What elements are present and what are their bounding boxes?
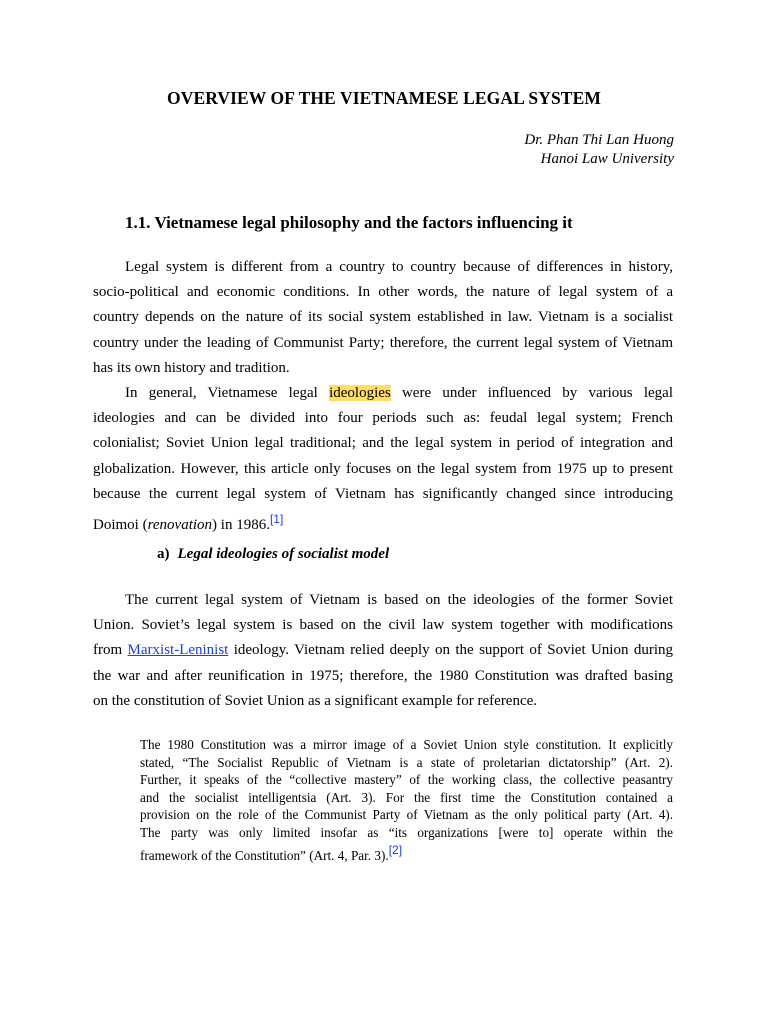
author-affiliation: Hanoi Law University <box>540 151 674 167</box>
paragraph-line: Legal system is different from a country to country because of differences in history, <box>125 259 673 275</box>
document-title: OVERVIEW OF THE VIETNAMESE LEGAL SYSTEM <box>167 88 601 108</box>
author-name: Dr. Phan Thi Lan Huong <box>524 132 674 148</box>
quote-line: and the socialist intelligentsia (Art. 3). For the first time the Constitution contained a <box>140 789 673 805</box>
paragraph-line: country under the leading of Communist Party; therefore, the current legal system of Vietnam <box>93 334 673 351</box>
text-run: were under influenced by various legal <box>390 385 673 401</box>
paragraph-line: on the constitution of Soviet Union as a significant example for reference. <box>93 692 538 709</box>
author-block <box>524 131 674 169</box>
footnote-ref-1[interactable]: [1] <box>269 512 284 527</box>
paragraph-line: The current legal system of Vietnam is based on the ideologies of the former Soviet <box>125 592 673 608</box>
text-run: In general, Vietnamese legal <box>125 385 330 401</box>
footnote-ref-2[interactable]: [2] <box>388 842 403 857</box>
block-quote <box>140 736 673 864</box>
highlighted-word: ideologies <box>329 385 391 401</box>
sub-heading-text: Legal ideologies of socialist model <box>177 546 390 562</box>
paragraph-line <box>93 507 673 538</box>
marxist-leninist-link[interactable]: Marxist-Leninist <box>127 642 229 659</box>
sub-heading-marker: a) <box>157 546 170 562</box>
italic-term: renovation <box>147 517 213 534</box>
paragraph-2 <box>93 381 673 538</box>
text-run: framework of the Constitution” (Art. 4, Par. 3). <box>140 847 389 863</box>
paragraph-line: socio-political and economic conditions. In other words, the nature of legal system of a <box>93 284 673 301</box>
text-run: ideology. Vietnam relied deeply on the support of Soviet Union during <box>228 642 673 659</box>
paragraph-line: colonialist; Soviet Union legal traditional; and the legal system in period of integration and <box>93 435 673 452</box>
text-run: ) in 1986. <box>212 517 270 534</box>
paragraph-1 <box>93 255 673 381</box>
paragraph-line <box>93 638 673 663</box>
text-run: from <box>93 642 128 659</box>
quote-line: stated, “The Socialist Republic of Vietnam is a state of proletarian dictatorship” (Art. 2). <box>140 754 673 770</box>
paragraph-line: because the current legal system of Vietnam has significantly changed since introducing <box>93 485 673 502</box>
quote-line: provision on the role of the Communist Party of Vietnam as the only political party (Art. 4). <box>140 807 673 823</box>
paragraph-line: Union. Soviet’s legal system is based on the civil law system together with modifications <box>93 617 673 634</box>
quote-line: Further, it speaks of the “collective mastery” of the working class, the collective peasantry <box>140 772 673 788</box>
paragraph-line <box>93 381 673 406</box>
section-heading: 1.1. Vietnamese legal philosophy and the factors influencing it <box>125 213 573 232</box>
sub-heading <box>157 546 389 563</box>
quote-line <box>140 842 673 865</box>
paragraph-line: globalization. However, this article only focuses on the legal system from 1975 up to present <box>93 460 673 477</box>
paragraph-3 <box>93 588 673 714</box>
quote-line: The party was only limited insofar as “its organizations [were to] operate within the <box>140 824 673 840</box>
text-run: Doimoi ( <box>93 517 148 534</box>
quote-line: The 1980 Constitution was a mirror image of a Soviet Union style constitution. It explicitly <box>140 737 673 752</box>
paragraph-line: ideologies and can be divided into four periods such as: feudal legal system; French <box>93 410 673 427</box>
paragraph-line: the war and after reunification in 1975; therefore, the 1980 Constitution was drafted basing <box>93 667 673 684</box>
paragraph-line: has its own history and tradition. <box>93 359 290 376</box>
paragraph-line: country depends on the nature of its social system established in law. Vietnam is a socialist <box>93 309 673 326</box>
